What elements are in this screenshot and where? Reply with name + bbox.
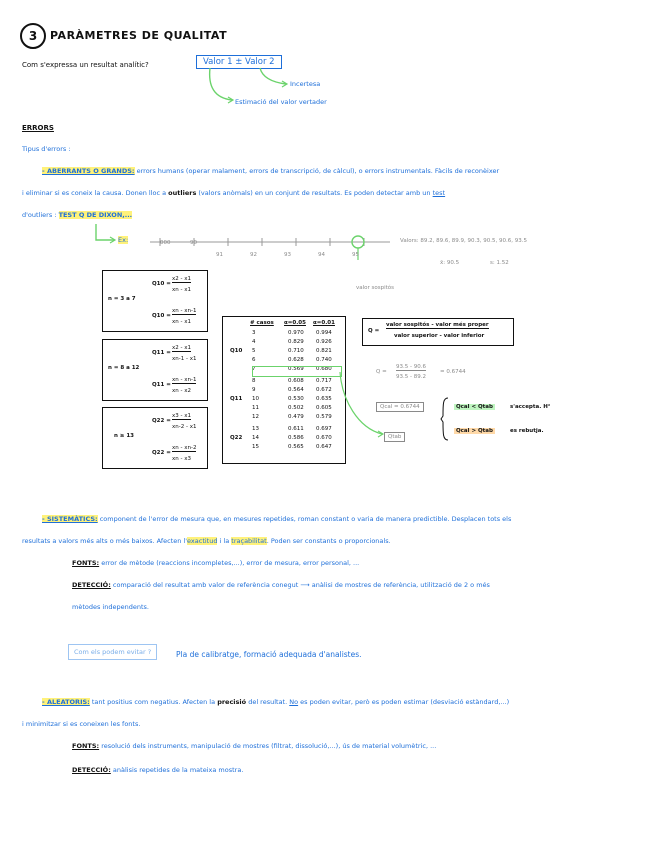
rule2-text: es rebutja. — [510, 428, 544, 434]
sist-fonts-text: error de mètode (reaccions incompletes,...), error de mesura, error personal, ... — [101, 559, 360, 567]
rule1-text: s'accepta. H° — [510, 404, 551, 410]
evitar-box: Com els podem evitar ? — [68, 644, 157, 660]
q-table-cell: 0.740 — [316, 357, 332, 363]
fonts-label: FONTS: — [72, 559, 100, 567]
alea-fonts-label: FONTS: — [72, 742, 100, 750]
aberrants-text2a: i eliminar si es coneix la causa. Donen lloc a — [22, 189, 167, 197]
alea-fonts-text: resolució dels instruments, manipulació de mostres (filtrat, dissolució,...), ús de material volumètric, ... — [101, 742, 437, 750]
aberrants-line2 — [22, 189, 445, 197]
q-table-cell: 0.479 — [288, 414, 304, 420]
qtab-box: Qtab — [384, 432, 405, 442]
q-calc-result: = 0.6744 — [440, 369, 466, 375]
q-calc-num: 93.5 - 90.6 — [396, 364, 426, 370]
trasabilitat-term: traçabilitat — [231, 537, 267, 545]
rule2-tag: Qcal > Qtab — [456, 428, 493, 434]
q-table-cell: 0.697 — [316, 426, 332, 432]
tipus-errors: Tipus d'errors : — [22, 145, 71, 153]
q-calc-left: Q = — [376, 369, 387, 375]
q-table-cell: 6 — [252, 357, 256, 363]
sist-text2a: resultats a valors més alts o més baixos. Afecten l' — [22, 537, 188, 545]
q22-b: Q22 = — [152, 450, 171, 456]
sd-line: s: 1.52 — [490, 260, 509, 266]
q22-b-den: xn - x3 — [172, 456, 191, 462]
errors-heading: ERRORS — [22, 124, 54, 132]
q-table-cell: 14 — [252, 435, 259, 441]
q11-b-den: xn - x2 — [172, 388, 191, 394]
q-table-group-label: Q11 — [230, 396, 243, 402]
q-calc-den: 93.5 - 89.2 — [396, 374, 426, 380]
q-table-header-0: # casos — [250, 320, 274, 326]
q-table-cell: 0.628 — [288, 357, 304, 363]
aberrants-text1: errors humans (operar malament, errors de transcripció, de càlcul), o errors instrumentals. Fàcils de reconèixer — [136, 167, 500, 175]
expression-box: Valor 1 ± Valor 2 — [196, 55, 282, 69]
q10-a: Q10 = — [152, 281, 171, 287]
sist-det-text1: comparació del resultat amb valor de referència conegut ⟶ anàlisi de mostres de referència, utilització de 2 o més — [112, 581, 490, 589]
aberrants-line1 — [42, 167, 499, 175]
q11-b: Q11 = — [152, 382, 171, 388]
q-table-cell: 0.608 — [288, 378, 304, 384]
alea-line1 — [42, 698, 509, 706]
q-table-cell: 0.611 — [288, 426, 304, 432]
alea-deteccio-label: DETECCIÓ: — [72, 766, 111, 774]
alea-text1b: del resultat. — [248, 698, 288, 706]
q11-a-num: x2 - x1 — [172, 345, 191, 351]
page-title: PARÀMETRES DE QUALITAT — [50, 29, 228, 42]
q22-a: Q22 = — [152, 418, 171, 424]
q-def-num: valor sospitós - valor més proper — [386, 322, 489, 328]
aberrants-text3: d'outliers : — [22, 211, 57, 219]
ex-label: Ex: — [118, 236, 129, 244]
q22-a-den: xn-2 - x1 — [172, 424, 197, 430]
q-table-cell: 13 — [252, 426, 259, 432]
sist-line1 — [42, 515, 511, 523]
dixon-test: TEST Q DE DIXON,... — [58, 211, 133, 219]
decision-brace — [440, 396, 450, 442]
q-table-cell: 0.680 — [316, 366, 332, 372]
q-table-cell: 8 — [252, 378, 256, 384]
q-table-cell: 11 — [252, 405, 259, 411]
rule1-tag: Qcal < Qtab — [456, 404, 493, 410]
q-table-cell: 0.672 — [316, 387, 332, 393]
q-table-cell: 0.647 — [316, 444, 332, 450]
q10-a-num: x2 - x1 — [172, 276, 191, 282]
no-term: No — [289, 698, 299, 706]
q-table-group-label: Q10 — [230, 348, 243, 354]
q22-a-num: x3 - x1 — [172, 413, 191, 419]
valors-line: Valors: 89.2, 89.6, 89.9, 90.3, 90.5, 90.6, 93.5 — [400, 238, 528, 244]
q-table-cell: 0.635 — [316, 396, 332, 402]
aberrants-line3 — [22, 211, 132, 219]
q-table-cell: 0.994 — [316, 330, 332, 336]
exactitud-term: exactitud — [187, 537, 218, 545]
precisio-term: precisió — [217, 698, 247, 706]
q10-a-den: xn - x1 — [172, 287, 191, 293]
q-table-group-label: Q22 — [230, 435, 243, 441]
q11-b-num: xn - xn-1 — [172, 377, 197, 383]
question-express: Com s'expressa un resultat analític? — [22, 61, 149, 69]
q22-b-num: xn - xn-2 — [172, 445, 197, 451]
valor-sospitos: valor sospitós — [356, 285, 395, 291]
q10-b-den: xn - x1 — [172, 319, 191, 325]
q-def-den: valor superior - valor inferior — [394, 333, 485, 339]
q-table-cell: 0.710 — [288, 348, 304, 354]
q-table-cell: 0.829 — [288, 339, 304, 345]
alea-label: - ALEATORIS: — [42, 698, 90, 706]
q-table-cell: 5 — [252, 348, 256, 354]
q-table-cell: 3 — [252, 330, 256, 336]
tick-label-2: 91 — [216, 252, 223, 258]
section-number-circle: 3 — [20, 23, 46, 49]
q11-a-den: xn-1 - x1 — [172, 356, 197, 362]
label-estimacio: Estimació del valor vertader — [235, 98, 327, 106]
mean-line: x̄: 90.5 — [440, 260, 460, 266]
label-incertesa: Incertesa — [290, 80, 321, 88]
q-table-cell: 0.586 — [288, 435, 304, 441]
q-table-cell: 4 — [252, 339, 256, 345]
sist-deteccio — [72, 581, 490, 589]
sist-text2c: . Poden ser constants o proporcionals. — [266, 537, 391, 545]
tick-label-0: 000 — [160, 240, 171, 246]
sist-fonts — [72, 559, 359, 567]
range-1: n = 3 a 7 — [108, 296, 136, 302]
evitar-text: Pla de calibratge, formació adequada d'analistes. — [176, 650, 362, 659]
alea-deteccio — [72, 766, 243, 774]
sist-det2: mètodes independents. — [72, 603, 149, 611]
q-table-cell: 12 — [252, 414, 259, 420]
q10-b-num: xn - xn-1 — [172, 308, 197, 314]
q11-a: Q11 = — [152, 350, 171, 356]
q-table-cell: 0.502 — [288, 405, 304, 411]
tick-label-5: 94 — [318, 252, 325, 258]
q-table-cell: 7 — [252, 366, 256, 372]
range-3: n ≥ 13 — [114, 433, 135, 439]
alea-text1a: tant positius com negatius. Afecten la — [91, 698, 216, 706]
q-table-cell: 9 — [252, 387, 256, 393]
q-table-cell: 0.564 — [288, 387, 304, 393]
alea-text1c: es poden evitar, però es poden estimar (desviació estàndard,...) — [300, 698, 510, 706]
q-table-cell: 0.821 — [316, 348, 332, 354]
qcal-box: Qcal = 0.6744 — [376, 402, 424, 412]
q-table-highlight — [252, 366, 342, 377]
sist-label: - SISTEMÀTICS: — [42, 515, 98, 523]
q-table-cell: 0.579 — [316, 414, 332, 420]
q-def-left: Q = — [368, 328, 380, 334]
alea-fonts — [72, 742, 436, 750]
q10-b: Q10 = — [152, 313, 171, 319]
q-table-cell: 0.926 — [316, 339, 332, 345]
deteccio-label: DETECCIÓ: — [72, 581, 111, 589]
q-table-cell: 10 — [252, 396, 259, 402]
sist-text1: component de l'error de mesura que, en mesures repetides, roman constant o varia de manera predictible. Desplacen tots els — [99, 515, 512, 523]
q-table-cell: 0.605 — [316, 405, 332, 411]
tick-label-6: 95 — [352, 252, 359, 258]
alea-det-text: anàlisis repetides de la mateixa mostra. — [112, 766, 244, 774]
tick-label-3: 92 — [250, 252, 257, 258]
range-2: n = 8 a 12 — [108, 365, 140, 371]
q-table-cell: 15 — [252, 444, 259, 450]
q-table-cell: 0.530 — [288, 396, 304, 402]
q-table-header-1: α=0.05 — [284, 320, 306, 326]
q-table-cell: 0.970 — [288, 330, 304, 336]
sist-text2b: i la — [219, 537, 230, 545]
tick-label-4: 93 — [284, 252, 291, 258]
q-table-cell: 0.565 — [288, 444, 304, 450]
q-table-cell: 0.670 — [316, 435, 332, 441]
q-table-cell: 0.717 — [316, 378, 332, 384]
tick-label-1: 90 — [190, 240, 197, 246]
sist-line2 — [22, 537, 391, 545]
q-table-cell: 0.569 — [288, 366, 304, 372]
qtab-arrow — [338, 370, 386, 438]
alea-line2: i minimitzar si es coneixen les fonts. — [22, 720, 141, 728]
q-table-header-2: α=0.01 — [313, 320, 335, 326]
outliers-term: outliers — [168, 189, 197, 197]
number-line — [140, 234, 400, 262]
aberrants-text2b: (valors anòmals) en un conjunt de resultats. Es poden detectar amb un — [198, 189, 431, 197]
test-term: test — [432, 189, 446, 197]
aberrants-label: - ABERRANTS O GRANDS: — [42, 167, 135, 175]
